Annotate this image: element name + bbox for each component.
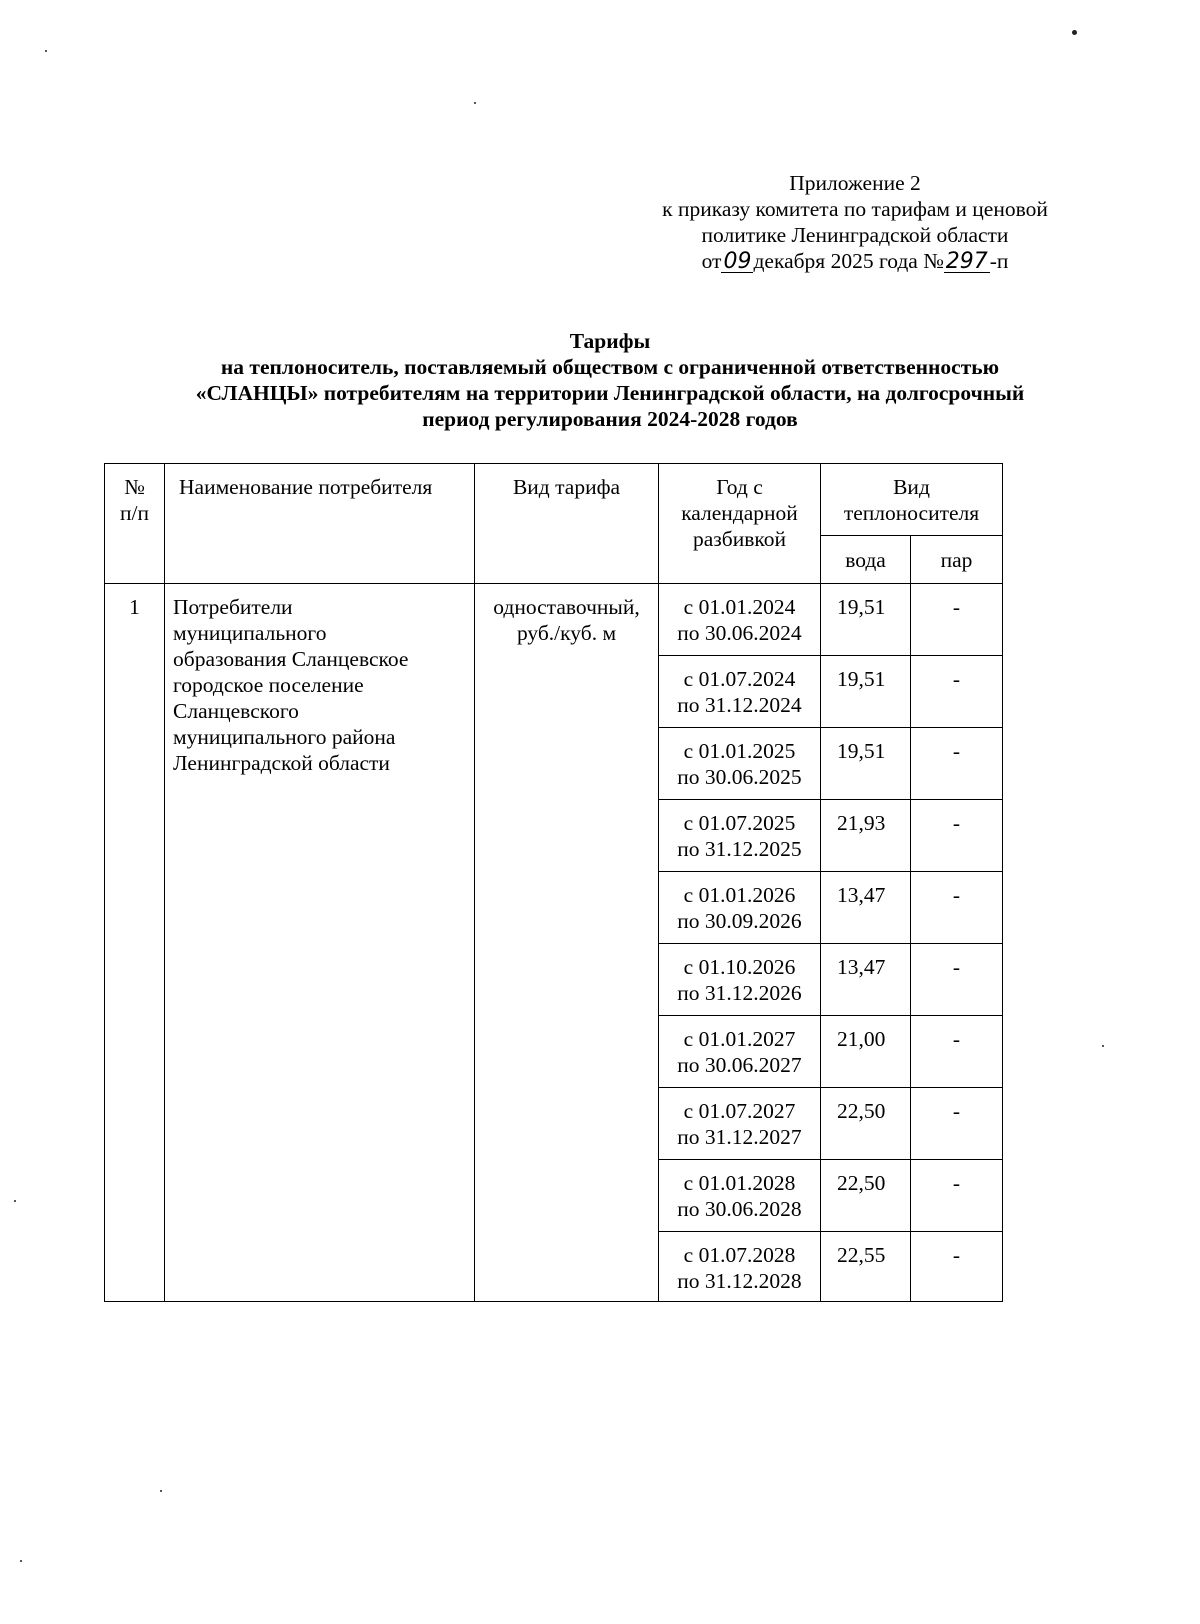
period-cell [659, 1016, 821, 1088]
period-from: с 01.01.2028 [683, 1171, 796, 1195]
header-period-line-3: разбивкой [693, 527, 786, 551]
period-to: по 31.12.2026 [677, 981, 802, 1005]
consumer-name-line: Ленинградской области [173, 751, 390, 775]
water-tariff-value: 13,47 [821, 872, 911, 944]
steam-tariff-value: - [911, 944, 1003, 1016]
date-prefix: от [701, 249, 722, 273]
period-to: по 30.06.2027 [677, 1053, 802, 1077]
period-from: с 01.10.2026 [683, 955, 796, 979]
period-cell [659, 944, 821, 1016]
period-to: по 31.12.2024 [677, 693, 802, 717]
period-to: по 30.06.2024 [677, 621, 802, 645]
order-suffix: -п [989, 249, 1009, 273]
date-middle: декабря 2025 года № [753, 249, 944, 273]
appendix-line-2: к приказу комитета по тарифам и ценовой [662, 197, 1048, 221]
table-row [105, 584, 1003, 656]
scan-speck [160, 1490, 162, 1492]
scan-speck [1102, 1045, 1104, 1047]
water-tariff-value: 19,51 [821, 728, 911, 800]
title-line-3: «СЛАНЦЫ» потребителям на территории Ленинградской области, на долгосрочный [195, 381, 1025, 405]
appendix-line-3: политике Ленинградской области [701, 223, 1009, 247]
tariff-type-line: руб./куб. м [516, 621, 617, 645]
steam-tariff-value: - [911, 1088, 1003, 1160]
consumer-name-line: образования Сланцевское [173, 647, 409, 671]
period-from: с 01.01.2027 [683, 1027, 796, 1051]
consumer-name-line: Сланцевского [173, 699, 299, 723]
appendix-line-1: Приложение 2 [789, 171, 921, 195]
appendix-date-line [600, 248, 1110, 274]
handwritten-day: 09 [723, 249, 752, 274]
header-carrier-line-2: теплоносителя [843, 501, 980, 525]
consumer-name [165, 584, 475, 1302]
header-period-line-1: Год с [716, 475, 763, 499]
header-period-line-2: календарной [681, 501, 798, 525]
period-cell [659, 1160, 821, 1232]
steam-tariff-value: - [911, 1160, 1003, 1232]
title-line-1: Тарифы [569, 329, 651, 353]
water-tariff-value: 22,55 [821, 1232, 911, 1302]
header-carrier-type [821, 464, 1003, 536]
steam-tariff-value: - [911, 656, 1003, 728]
header-steam: пар [911, 536, 1003, 584]
header-row-number [105, 464, 165, 584]
header-water: вода [821, 536, 911, 584]
period-from: с 01.01.2025 [683, 739, 796, 763]
header-period [659, 464, 821, 584]
period-from: с 01.07.2028 [683, 1243, 796, 1267]
period-to: по 30.06.2028 [677, 1197, 802, 1221]
handwritten-order-number: 297 [945, 249, 988, 274]
period-cell [659, 1232, 821, 1302]
period-cell [659, 656, 821, 728]
steam-tariff-value: - [911, 1016, 1003, 1088]
water-tariff-value: 21,93 [821, 800, 911, 872]
scan-speck [14, 1200, 16, 1202]
period-from: с 01.07.2024 [683, 667, 796, 691]
period-to: по 30.06.2025 [677, 765, 802, 789]
water-tariff-value: 19,51 [821, 656, 911, 728]
consumer-name-line: Потребители [173, 595, 293, 619]
period-from: с 01.07.2027 [683, 1099, 796, 1123]
scan-speck [1072, 30, 1077, 35]
steam-tariff-value: - [911, 584, 1003, 656]
period-from: с 01.01.2026 [683, 883, 796, 907]
header-tariff-type: Вид тарифа [475, 464, 659, 584]
period-cell [659, 584, 821, 656]
document-title [110, 328, 1110, 432]
period-to: по 31.12.2028 [677, 1269, 802, 1293]
table-body [105, 584, 1003, 1302]
water-tariff-value: 22,50 [821, 1160, 911, 1232]
scan-speck [474, 102, 476, 104]
consumer-name-line: муниципального района [173, 725, 396, 749]
period-cell [659, 1088, 821, 1160]
scan-speck [20, 1560, 22, 1562]
steam-tariff-value: - [911, 1232, 1003, 1302]
water-tariff-value: 13,47 [821, 944, 911, 1016]
period-from: с 01.01.2024 [683, 595, 796, 619]
title-line-4: период регулирования 2024-2028 годов [422, 407, 798, 431]
tariff-type-line: одноставочный, [493, 595, 640, 619]
period-cell [659, 728, 821, 800]
period-to: по 31.12.2027 [677, 1125, 802, 1149]
period-to: по 30.09.2026 [677, 909, 802, 933]
water-tariff-value: 19,51 [821, 584, 911, 656]
period-from: с 01.07.2025 [683, 811, 796, 835]
water-tariff-value: 21,00 [821, 1016, 911, 1088]
consumer-name-line: городское поселение [173, 673, 364, 697]
water-tariff-value: 22,50 [821, 1088, 911, 1160]
period-cell [659, 872, 821, 944]
title-line-2: на теплоноситель, поставляемый обществом с ограниченной ответственностью [220, 355, 1000, 379]
steam-tariff-value: - [911, 728, 1003, 800]
steam-tariff-value: - [911, 872, 1003, 944]
header-consumer: Наименование потребителя [165, 464, 475, 584]
period-cell [659, 800, 821, 872]
scan-speck [45, 50, 47, 52]
header-carrier-line-1: Вид [893, 475, 930, 499]
consumer-name-line: муниципального [173, 621, 327, 645]
row-number: 1 [105, 584, 165, 1302]
tariff-type [475, 584, 659, 1302]
period-to: по 31.12.2025 [677, 837, 802, 861]
tariffs-table [104, 463, 1003, 1302]
appendix-header [600, 170, 1110, 274]
header-num-abbr: п/п [120, 501, 149, 525]
header-num-symbol: № [124, 475, 145, 499]
table-header-row [105, 464, 1003, 536]
steam-tariff-value: - [911, 800, 1003, 872]
